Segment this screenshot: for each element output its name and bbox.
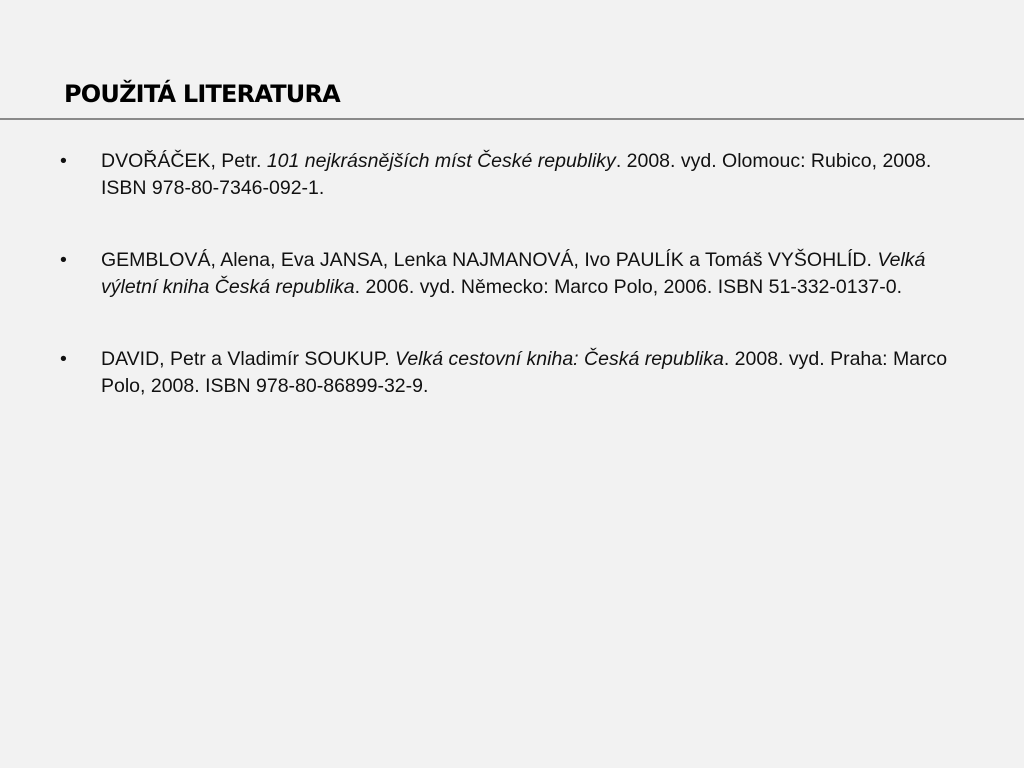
reference-title: Velká cestovní kniha: Česká republika (395, 348, 724, 370)
reference-title: Velká výletní kniha Česká republika (101, 249, 926, 298)
reference-details: . 2008. vyd. Praha: Marco Polo, 2008. ISBN 978-80-86899-32-9. (101, 348, 948, 397)
slide-title: POUŽITÁ LITERATURA (64, 80, 340, 108)
reference-details: . 2006. vyd. Německo: Marco Polo, 2006. ISBN 51-332-0137-0. (354, 276, 903, 298)
reference-authors: DAVID, Petr a Vladimír SOUKUP. (101, 348, 396, 370)
reference-list (60, 148, 960, 445)
reference-item (60, 346, 960, 400)
reference-item (60, 148, 960, 202)
bullet-marker: • (60, 150, 67, 172)
reference-title: 101 nejkrásnějších míst České republiky (266, 150, 616, 172)
reference-authors: GEMBLOVÁ, Alena, Eva JANSA, Lenka NAJMANOVÁ, Ivo PAULÍK a Tomáš VYŠOHLÍD. (101, 249, 878, 271)
reference-item (60, 247, 960, 301)
bullet-marker: • (60, 249, 67, 271)
bullet-marker: • (60, 348, 67, 370)
reference-authors: DVOŘÁČEK, Petr. (101, 150, 267, 172)
reference-details: . 2008. vyd. Olomouc: Rubico, 2008. ISBN 978-80-7346-092-1. (101, 150, 932, 199)
title-divider (0, 118, 1024, 120)
